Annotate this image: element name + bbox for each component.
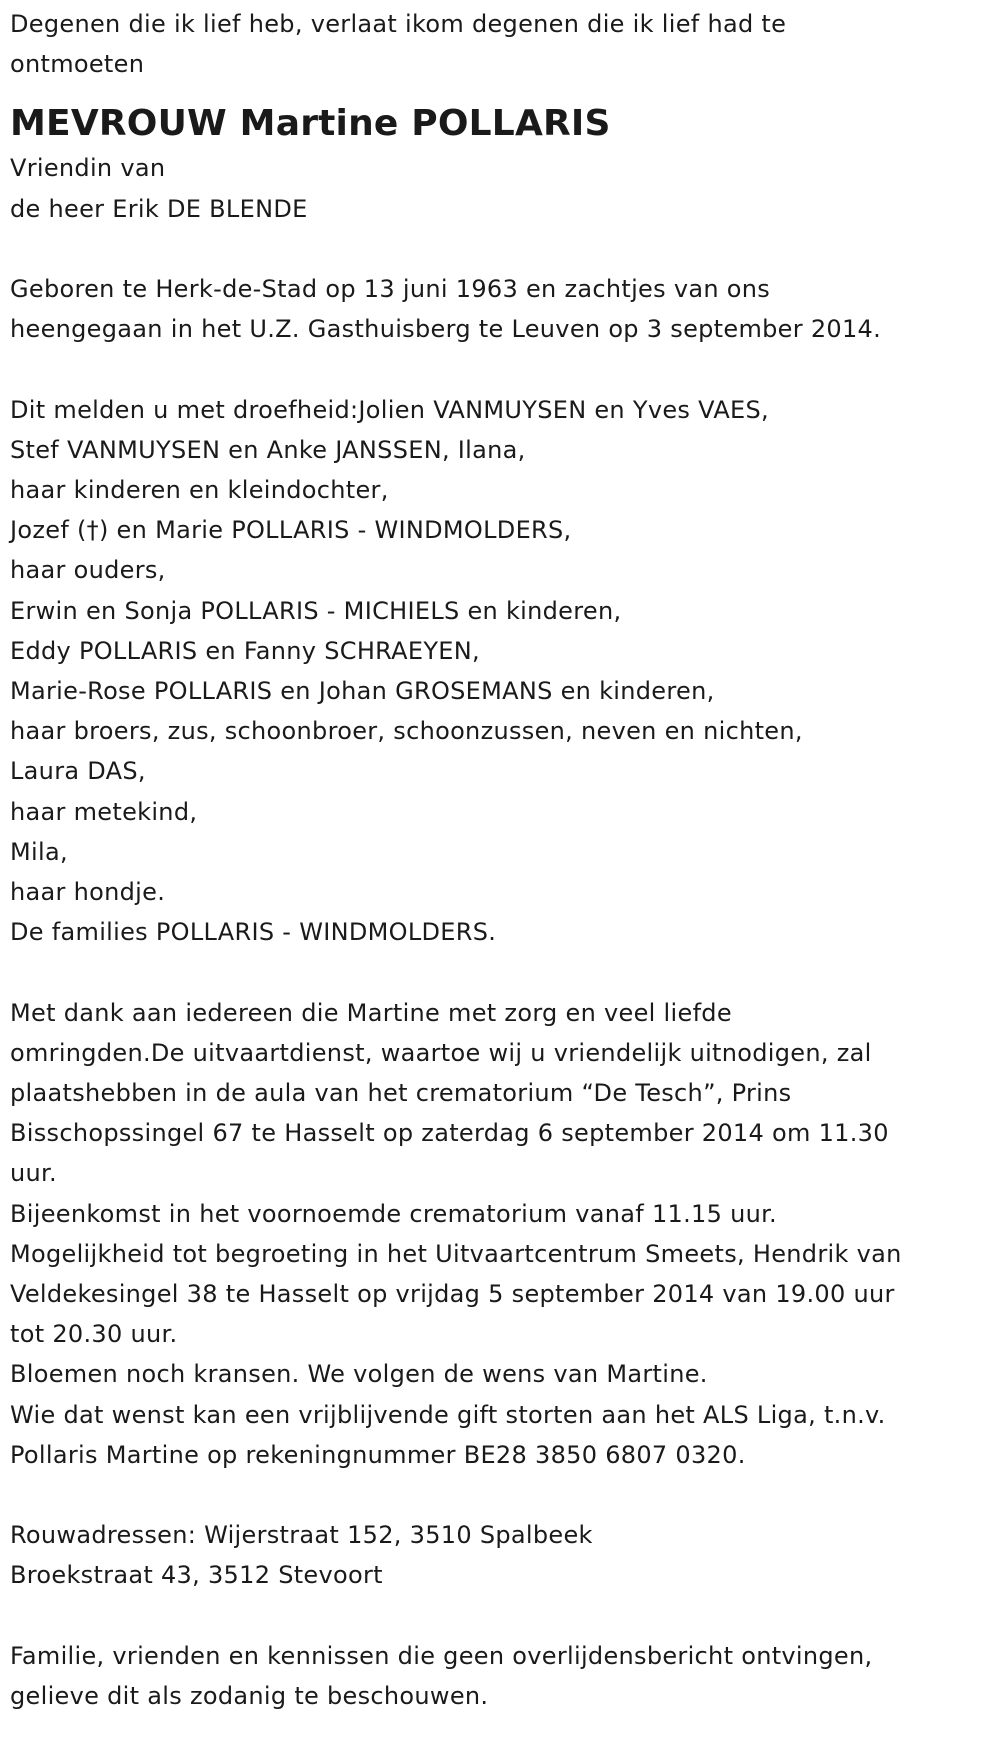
motto-line: Degenen die ik lief heb, verlaat ikom degenen die ik lief had te <box>10 10 787 38</box>
announcement-line: haar broers, zus, schoonbroer, schoonzussen, neven en nichten, <box>10 717 803 746</box>
announcement-line: Marie-Rose POLLARIS en Johan GROSEMANS en kinderen, <box>10 677 715 706</box>
ceremony-line: Bijeenkomst in het voornoemde crematorium vanaf 11.15 uur. <box>10 1199 777 1228</box>
announcement-line: De families POLLARIS - WINDMOLDERS. <box>10 918 497 947</box>
announcement-line: Stef VANMUYSEN en Anke JANSSEN, Ilana, <box>10 435 526 464</box>
relation-line: Vriendin van <box>10 154 166 183</box>
motto-line: ontmoeten <box>10 50 145 79</box>
ceremony-line: Pollaris Martine op rekeningnummer BE28 3850 6807 0320. <box>10 1440 746 1469</box>
ceremony-line: Wie dat wenst kan een vrijblijvende gift storten aan het ALS Liga, t.n.v. <box>10 1400 886 1429</box>
address-line: Rouwadressen: Wijerstraat 152, 3510 Spalbeek <box>10 1521 593 1550</box>
motto <box>10 4 990 84</box>
closing-note <box>10 1636 990 1716</box>
ceremony-line: Met dank aan iedereen die Martine met zorg en veel liefde <box>10 998 732 1027</box>
announcement-line: Laura DAS, <box>10 757 146 786</box>
ceremony-line: Mogelijkheid tot begroeting in het Uitvaartcentrum Smeets, Hendrik van <box>10 1239 902 1268</box>
ceremony-line: Bisschopssingel 67 te Hasselt op zaterdag 6 september 2014 om 11.30 <box>10 1119 889 1148</box>
relation-line: de heer Erik DE BLENDE <box>10 194 308 223</box>
announcement <box>10 390 990 953</box>
spacer <box>10 349 990 389</box>
spacer <box>10 952 990 992</box>
ceremony-info <box>10 993 990 1475</box>
birth-death-line: Geboren te Herk-de-Stad op 13 juni 1963 en zachtjes van ons <box>10 275 771 303</box>
closing-line: gelieve dit als zodanig te beschouwen. <box>10 1682 489 1711</box>
spacer <box>10 1596 990 1636</box>
ceremony-line: Bloemen noch kransen. We volgen de wens van Martine. <box>10 1360 708 1389</box>
ceremony-line: omringden.De uitvaartdienst, waartoe wij u vriendelijk uitnodigen, zal <box>10 1038 872 1067</box>
announcement-line: haar kinderen en kleindochter, <box>10 476 389 504</box>
announcement-line: Jozef (†) en Marie POLLARIS - WINDMOLDERS, <box>10 516 572 545</box>
announcement-line: Erwin en Sonja POLLARIS - MICHIELS en kinderen, <box>10 596 622 625</box>
ceremony-line: tot 20.30 uur. <box>10 1320 178 1349</box>
announcement-line: Dit melden u met droefheid:Jolien VANMUYSEN en Yves VAES, <box>10 395 769 424</box>
announcement-line: Mila, <box>10 837 68 866</box>
ceremony-line: Veldekesingel 38 te Hasselt op vrijdag 5 september 2014 van 19.00 uur <box>10 1280 895 1309</box>
address-line: Broekstraat 43, 3512 Stevoort <box>10 1561 383 1590</box>
birth-death <box>10 269 990 349</box>
ceremony-line: plaatshebben in de aula van het crematorium “De Tesch”, Prins <box>10 1079 792 1108</box>
ceremony-line: uur. <box>10 1159 57 1188</box>
deceased-block <box>10 100 990 228</box>
birth-death-line: heengegaan in het U.Z. Gasthuisberg te Leuven op 3 september 2014. <box>10 315 882 344</box>
closing-line: Familie, vrienden en kennissen die geen overlijdensbericht ontvingen, <box>10 1641 873 1670</box>
spacer <box>10 84 990 100</box>
spacer <box>10 1475 990 1515</box>
announcement-line: haar ouders, <box>10 556 166 585</box>
announcement-line: haar metekind, <box>10 797 198 826</box>
announcement-line: haar hondje. <box>10 878 166 907</box>
mourning-addresses <box>10 1515 990 1595</box>
announcement-line: Eddy POLLARIS en Fanny SCHRAEYEN, <box>10 636 480 665</box>
deceased-name: MEVROUW Martine POLLARIS <box>10 103 611 145</box>
spacer <box>10 229 990 269</box>
